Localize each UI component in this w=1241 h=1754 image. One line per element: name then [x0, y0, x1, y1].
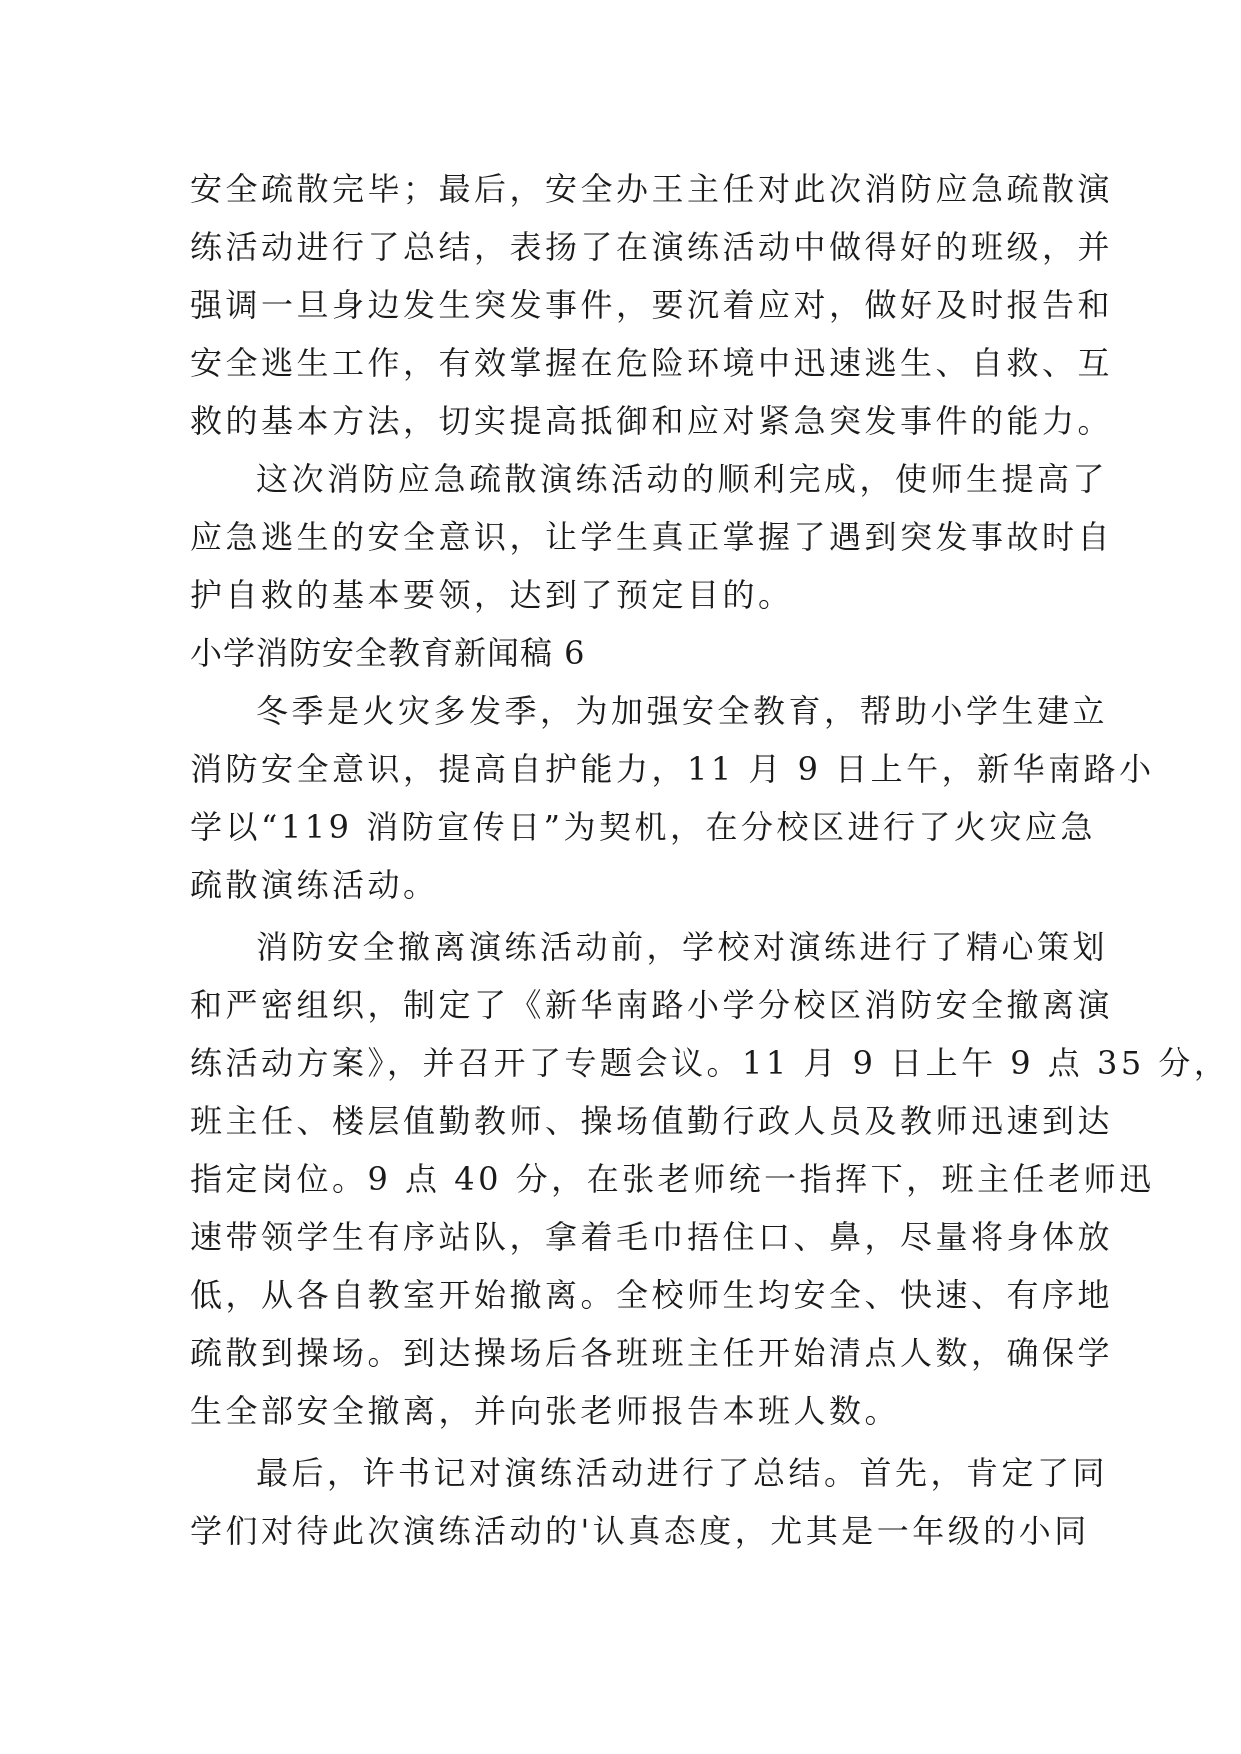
text-line: 安全疏散完毕；最后，安全办王主任对此次消防应急疏散演	[190, 170, 1114, 208]
text-line: 练活动进行了总结，表扬了在演练活动中做得好的班级，并	[190, 228, 1114, 266]
text-line: 冬季是火灾多发季，为加强安全教育，帮助小学生建立	[256, 692, 1109, 730]
paragraph-conclusion	[190, 450, 1114, 624]
paragraph-drill-process	[190, 918, 1230, 1440]
text-line: 生全部安全撤离，并向张老师报告本班人数。	[190, 1392, 901, 1430]
text-line: 班主任、楼层值勤教师、操场值勤行政人员及教师迅速到达	[190, 1102, 1114, 1140]
text-line: 护自救的基本要领，达到了预定目的。	[190, 576, 794, 614]
text-line: 最后，许书记对演练活动进行了总结。首先，肯定了同	[256, 1454, 1109, 1492]
text-line: 应急逃生的安全意识，让学生真正掌握了遇到突发事故时自	[190, 518, 1114, 556]
text-line: 安全逃生工作，有效掌握在危险环境中迅速逃生、自救、互	[190, 344, 1114, 382]
text-line: 学以“119 消防宣传日”为契机，在分校区进行了火灾应急	[190, 808, 1096, 846]
text-line: 学们对待此次演练活动的'认真态度，尤其是一年级的小同	[190, 1512, 1090, 1550]
text-line: 练活动方案》，并召开了专题会议。11 月 9 日上午 9 点 35 分，	[190, 1044, 1230, 1082]
text-line: 强调一旦身边发生突发事件，要沉着应对，做好及时报告和	[190, 286, 1114, 324]
section-heading	[190, 624, 1050, 682]
paragraph-continued	[190, 160, 1114, 450]
document-body	[190, 160, 1230, 1560]
text-line: 指定岗位。9 点 40 分，在张老师统一指挥下，班主任老师迅	[190, 1160, 1155, 1198]
text-line: 疏散到操场。到达操场后各班班主任开始清点人数，确保学	[190, 1334, 1114, 1372]
text-line: 这次消防应急疏散演练活动的顺利完成，使师生提高了	[256, 460, 1109, 498]
text-line: 消防安全意识，提高自护能力，11 月 9 日上午，新华南路小	[190, 750, 1155, 788]
paragraph-intro	[190, 682, 1155, 914]
heading-text: 小学消防安全教育新闻稿 6	[190, 634, 586, 672]
paragraph-summary	[190, 1444, 1109, 1560]
text-line: 速带领学生有序站队，拿着毛巾捂住口、鼻，尽量将身体放	[190, 1218, 1114, 1256]
text-line: 疏散演练活动。	[190, 866, 439, 904]
text-line: 低，从各自教室开始撤离。全校师生均安全、快速、有序地	[190, 1276, 1114, 1314]
text-line: 救的基本方法，切实提高抵御和应对紧急突发事件的能力。	[190, 402, 1114, 440]
text-line: 消防安全撤离演练活动前，学校对演练进行了精心策划	[256, 928, 1109, 966]
text-line: 和严密组织，制定了《新华南路小学分校区消防安全撤离演	[190, 986, 1114, 1024]
